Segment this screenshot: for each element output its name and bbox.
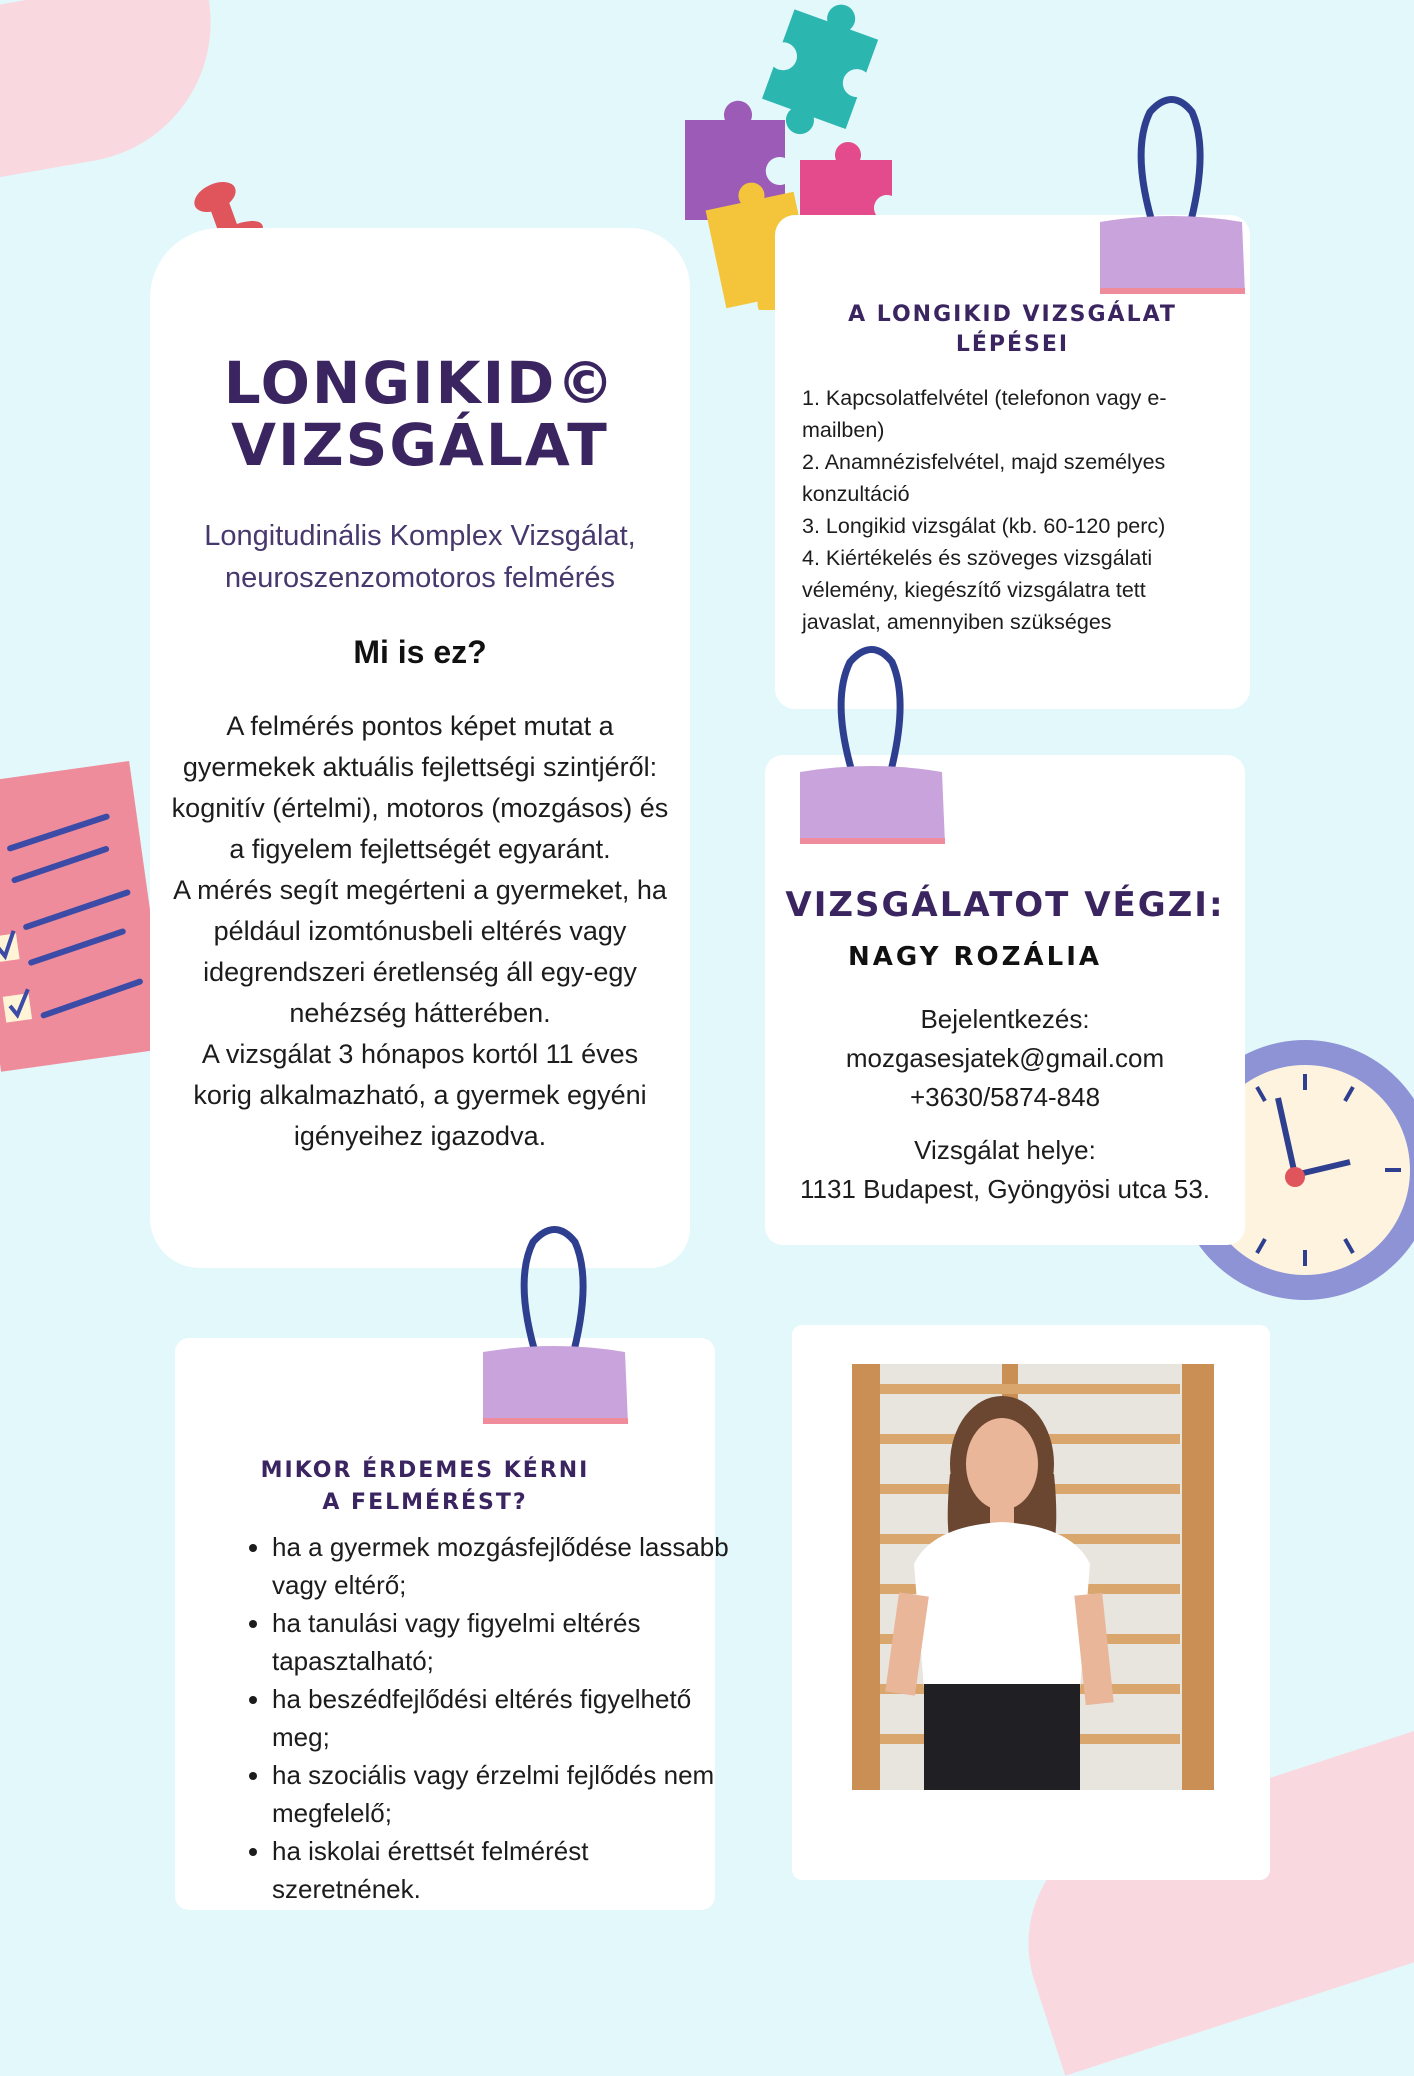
page-title: [150, 349, 690, 479]
steps-heading-line-1: A LONGIKID VIZSGÁLAT: [848, 302, 1177, 327]
step-item: 1. Kapcsolatfelvétel (telefonon vagy e-mailben): [802, 386, 1167, 442]
step-item: 3. Longikid vizsgálat (kb. 60-120 perc): [802, 514, 1166, 538]
binder-clip-icon: [1100, 92, 1245, 294]
subtitle-line-2: neuroszenzomotoros felmérés: [224, 562, 616, 594]
steps-list: [802, 382, 1222, 638]
title-line-2: VIZSGÁLAT: [231, 411, 609, 479]
list-item: • ha a gyermek mozgásfejlődése lassabb vagy eltérő;: [272, 1528, 742, 1604]
pink-brush-top-left: [0, 0, 233, 181]
phone-number[interactable]: +3630/5874-848: [909, 1082, 1101, 1112]
place-label: Vizsgálat helye:: [914, 1135, 1096, 1165]
subtitle: [150, 515, 690, 599]
step-item: 4. Kiértékelés és szöveges vizsgálati vélemény, kiegészítő vizsgálatra tett javaslat, amennyiben szükséges: [802, 546, 1153, 634]
steps-heading: [775, 300, 1250, 360]
what-is-it-body: [170, 706, 670, 1157]
booking-label: Bejelentkezés:: [920, 1004, 1090, 1034]
binder-clip-icon: [800, 642, 945, 844]
checklist-icon: [0, 750, 170, 1080]
steps-heading-line-2: LÉPÉSEI: [955, 332, 1070, 357]
contact-info: [765, 1000, 1245, 1209]
when-heading-line-2: A FELMÉRÉST?: [322, 1490, 528, 1515]
email-link[interactable]: mozgasesjatek@gmail.com: [845, 1043, 1165, 1073]
examiner-name: NAGY ROZÁLIA: [848, 942, 1102, 972]
when-heading: [245, 1455, 605, 1519]
binder-clip-icon: [483, 1222, 628, 1424]
examiner-photo: [852, 1364, 1214, 1790]
list-item: • ha iskolai érettsét felmérést szeretnének.: [272, 1832, 742, 1908]
step-item: 2. Anamnézisfelvétel, majd személyes konzultáció: [802, 450, 1166, 506]
list-item: • ha beszédfejlődési eltérés figyelhető meg;: [272, 1680, 742, 1756]
list-item: • ha szociális vagy érzelmi fejlődés nem megfelelő;: [272, 1756, 742, 1832]
what-paragraph: A vizsgálat 3 hónapos kortól 11 éves korig alkalmazható, a gyermek egyéni igényeihez igazodva.: [193, 1039, 647, 1151]
when-list: [232, 1528, 742, 1908]
title-line-1: LONGIKID©: [223, 349, 617, 417]
list-item: • ha tanulási vagy figyelmi eltérés tapasztalható;: [272, 1604, 742, 1680]
what-paragraph: A mérés segít megérteni a gyermeket, ha például izomtónusbeli eltérés vagy idegrendszeri éretlenség áll egy-egy nehézség hátterében.: [173, 875, 667, 1028]
what-is-it-heading: Mi is ez?: [353, 634, 487, 670]
examiner-heading: VIZSGÁLATOT VÉGZI:: [785, 885, 1225, 925]
subtitle-line-1: Longitudinális Komplex Vizsgálat,: [204, 520, 636, 552]
address: 1131 Budapest, Gyöngyösi utca 53.: [799, 1174, 1211, 1204]
what-paragraph: A felmérés pontos képet mutat a gyermekek aktuális fejlettségi szintjéről: kognitív (értelmi), motoros (mozgásos) és a figyelem fejlettségét egyaránt.: [171, 711, 669, 864]
when-heading-line-1: MIKOR ÉRDEMES KÉRNI: [260, 1458, 590, 1483]
